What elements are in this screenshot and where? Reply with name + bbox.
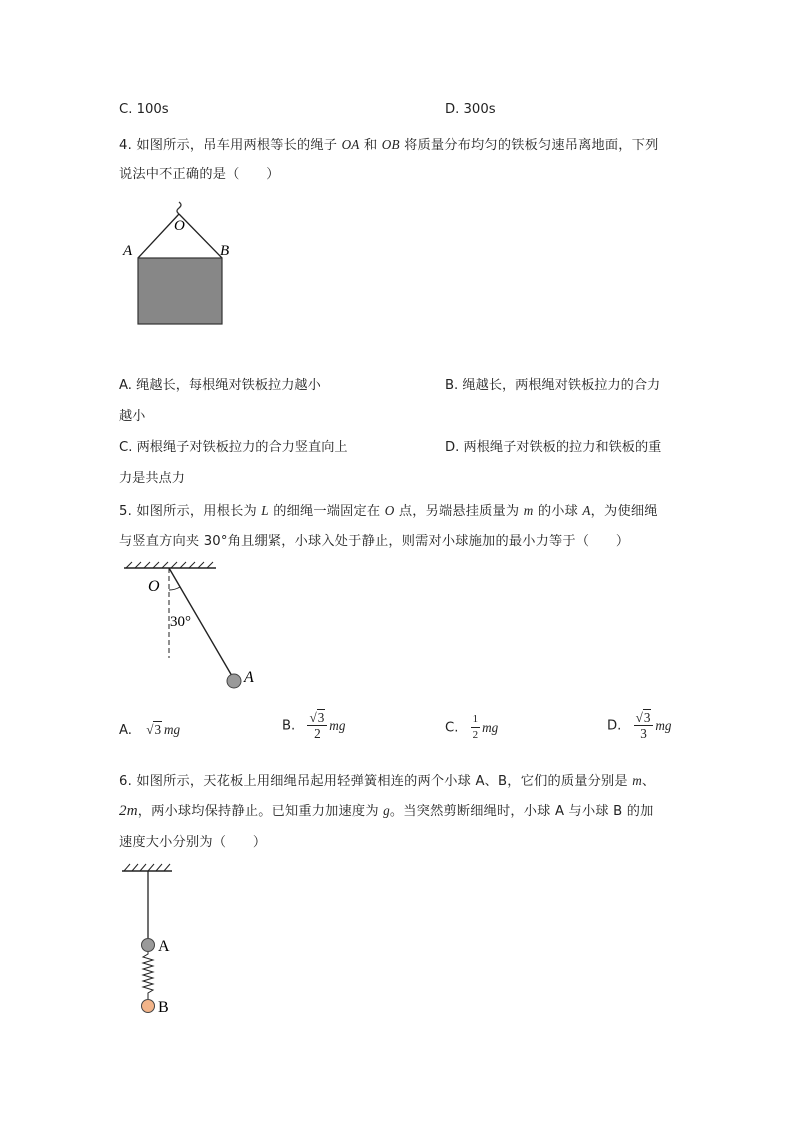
- q6-stem-line3: 速度大小分别为（ ）: [119, 835, 267, 850]
- q4-stem-line1: [119, 134, 658, 153]
- q5-label-o: O: [148, 578, 160, 595]
- ball-b: [142, 1000, 155, 1013]
- q5-option-a: [119, 722, 180, 738]
- q5-option-c-fraction: [471, 712, 481, 743]
- q5-option-b: [282, 710, 345, 741]
- q4-stem-line2: 说法中不正确的是（ ）: [119, 167, 280, 182]
- q5-var-m: m: [523, 503, 534, 518]
- q5-option-a-sqrt: √3: [146, 722, 162, 737]
- q5-option-d-unit: mg: [655, 717, 672, 733]
- q5-option-b-unit: mg: [329, 717, 346, 733]
- q5-option-b-denominator: 2: [314, 726, 321, 741]
- q3-option-c: C. 100s: [119, 102, 169, 117]
- spring: [143, 952, 153, 999]
- q5-stem-text: ，为使细绳: [590, 504, 658, 519]
- hook-icon: [177, 202, 181, 214]
- q5-option-b-numerator: √3: [307, 710, 327, 726]
- q6-stem-line2: [119, 800, 654, 820]
- q4-option-b-cont: 越小: [119, 409, 146, 424]
- ball-a: [142, 939, 155, 952]
- q6-figure-spring-balls: [118, 860, 198, 1020]
- q6-stem-text: 6. 如图所示，天花板上用细绳吊起用轻弹簧相连的两个小球 A、B，它们的质量分别是: [119, 774, 633, 789]
- q5-option-d-numerator: √3: [634, 710, 654, 726]
- q5-option-b-label: B.: [282, 718, 296, 734]
- q4-stem-text: 4. 如图所示，吊车用两根等长的绳子: [119, 138, 342, 153]
- q4-ob: OB: [381, 137, 400, 152]
- q5-option-d-denominator: 3: [640, 726, 647, 741]
- q5-option-a-unit: mg: [164, 722, 181, 737]
- q4-label-o: O: [174, 218, 185, 234]
- q4-option-d: D. 两根绳子对铁板的拉力和铁板的重: [445, 440, 662, 455]
- q5-stem-text: 的细绳一端固定在: [268, 504, 385, 519]
- q5-var-a: A: [582, 503, 591, 518]
- angle-arc: [169, 587, 180, 590]
- q5-option-a-radicand: 3: [154, 722, 162, 737]
- q5-var-o: O: [384, 503, 395, 518]
- q5-option-b-radicand: 3: [317, 710, 325, 725]
- q5-figure-pendulum: [118, 560, 268, 695]
- q6-var-g: g: [383, 803, 390, 818]
- rope-oa: [138, 214, 179, 258]
- q4-label-a: A: [123, 243, 133, 259]
- q5-option-d-label: D.: [607, 718, 622, 734]
- q5-option-b-fraction: [307, 710, 327, 741]
- q5-option-c-denominator: 2: [472, 729, 479, 741]
- q5-stem-text: 点，另端悬挂质量为: [394, 504, 524, 519]
- q4-stem-text: 将质量分布均匀的铁板匀速吊离地面，下列: [399, 138, 659, 153]
- q6-var-m: m: [632, 773, 642, 788]
- iron-plate: [138, 258, 222, 324]
- q5-stem-line2: 与竖直方向夹 30°角且绷紧，小球入处于静止，则需对小球施加的最小力等于（ ）: [119, 534, 630, 549]
- q5-option-c-unit: mg: [482, 719, 499, 735]
- q3-option-d: D. 300s: [445, 102, 496, 117]
- q5-stem-text: 的小球: [533, 504, 583, 519]
- ball-a: [227, 674, 241, 688]
- q5-label-angle: 30°: [170, 614, 191, 630]
- q6-sep: 、: [641, 774, 656, 789]
- q6-stem-text: 。当突然剪断细绳时，小球 A 与小球 B 的加: [389, 804, 654, 819]
- q4-stem-text: 和: [359, 138, 382, 153]
- q6-label-b: B: [158, 999, 169, 1016]
- q5-label-a: A: [244, 669, 254, 686]
- q4-label-b: B: [220, 243, 230, 259]
- q5-option-d-fraction: [634, 710, 654, 741]
- q6-stem-text: ，两小球均保持静止。已知重力加速度为: [137, 804, 384, 819]
- q5-option-c: [445, 712, 498, 743]
- q5-option-c-numerator: 1: [471, 712, 481, 728]
- q5-option-d: [607, 710, 672, 741]
- q4-option-a: A. 绳越长，每根绳对铁板拉力越小: [119, 378, 321, 393]
- q4-figure-crane-plate: [118, 196, 238, 332]
- q6-label-a: A: [158, 938, 170, 955]
- q5-option-d-radicand: 3: [643, 710, 651, 725]
- ceiling-hatch: [124, 864, 170, 871]
- q6-var-2m: 2m: [119, 803, 138, 819]
- q5-stem-text: 5. 如图所示，用根长为: [119, 504, 262, 519]
- q4-option-d-cont: 力是共点力: [119, 471, 185, 486]
- q6-stem-line1: [119, 770, 655, 789]
- q4-option-b: B. 绳越长，两根绳对铁板拉力的合力: [445, 378, 661, 393]
- q5-stem-line1: [119, 500, 658, 519]
- q5-option-c-label: C.: [445, 720, 459, 736]
- q5-var-l: L: [261, 503, 269, 518]
- q5-option-a-label: A.: [119, 723, 132, 738]
- rope-ob: [179, 214, 222, 258]
- q4-oa: OA: [341, 137, 360, 152]
- ceiling-hatch: [126, 562, 213, 568]
- q4-option-c: C. 两根绳子对铁板拉力的合力竖直向上: [119, 440, 348, 455]
